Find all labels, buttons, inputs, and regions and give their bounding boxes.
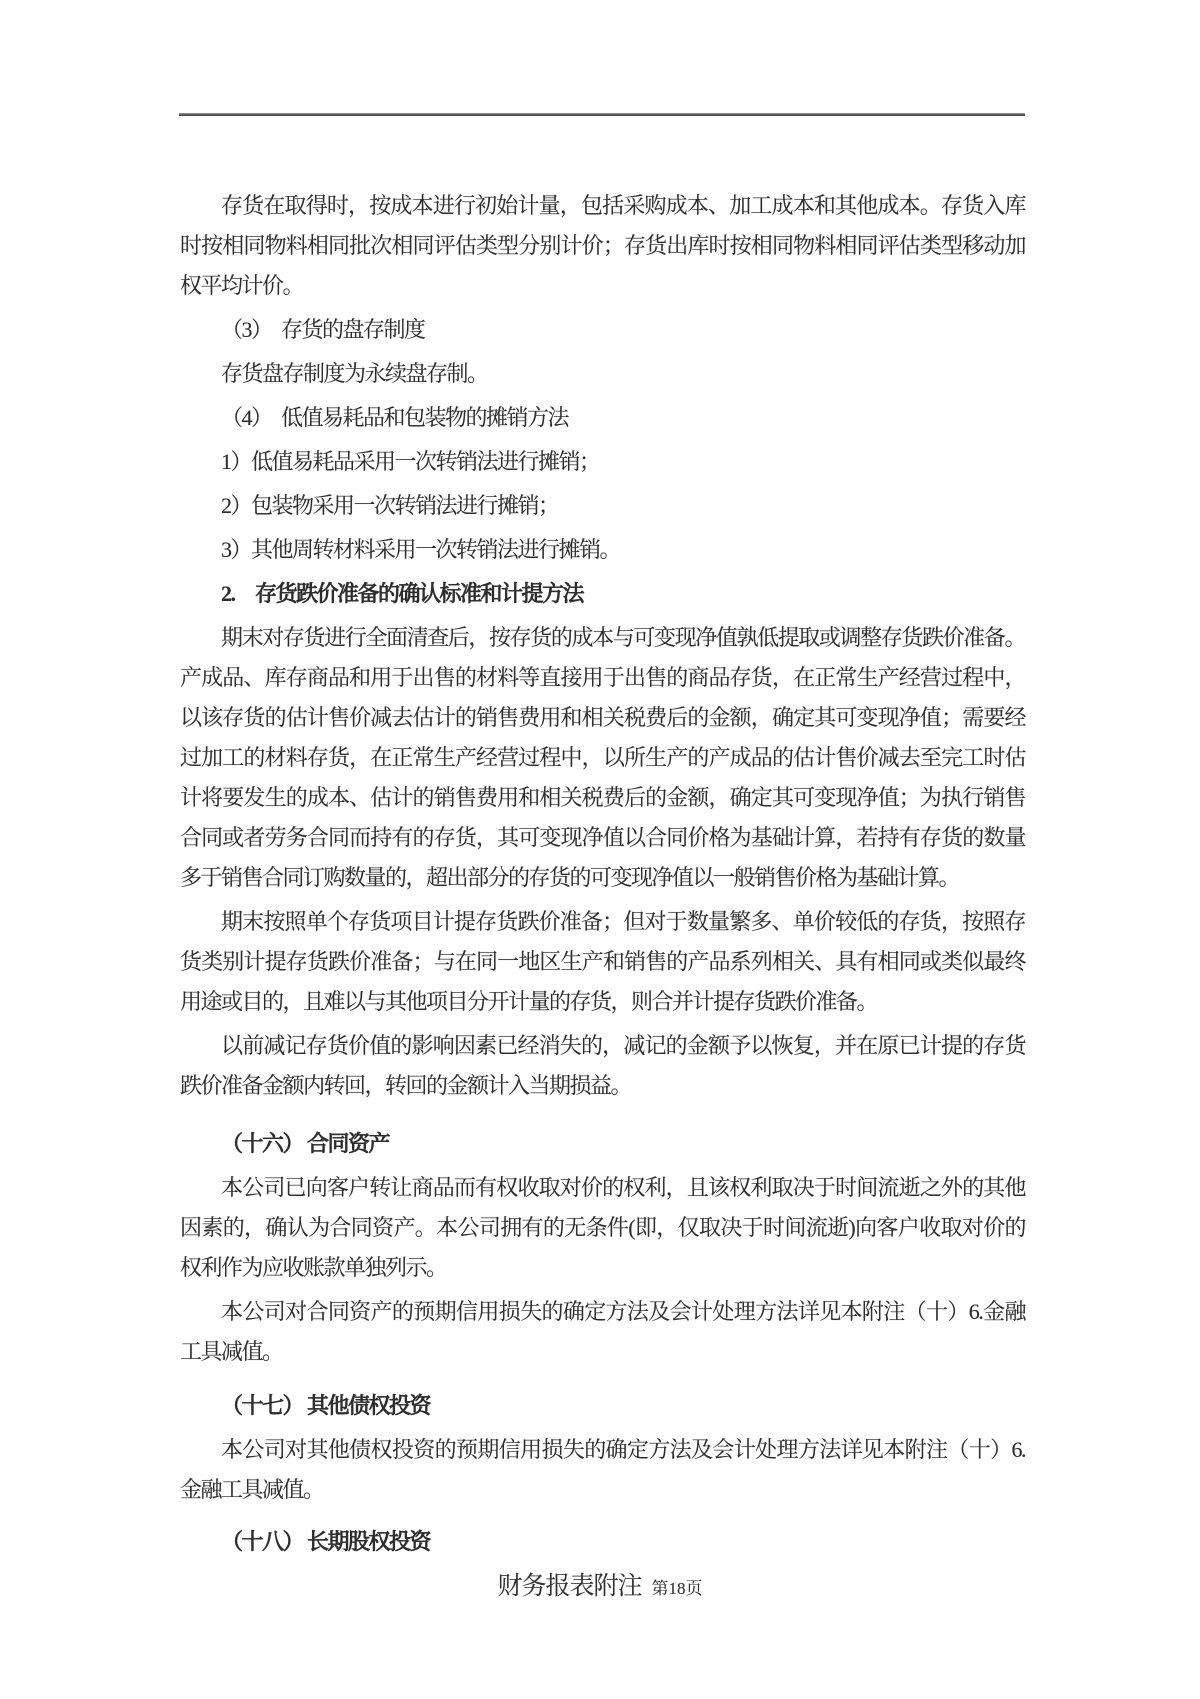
text-line: 货类别计提存货跌价准备；与在同一地区生产和销售的产品系列相关、具有相同或类似最终 — [180, 949, 1025, 974]
paragraph — [180, 186, 1025, 306]
text-line: 时按相同物料相同批次相同评估类型分别计价；存货出库时按相同物料相同评估类型移动加 — [180, 233, 1025, 258]
text-line: 多于销售合同订购数量的，超出部分的存货的可变现净值以一般销售价格为基础计算。 — [180, 865, 960, 890]
text-line: 本公司已向客户转让商品而有权收取对价的权利，且该权利取决于时间流逝之外的其他 — [221, 1175, 1025, 1200]
text-line: 工具减值。 — [180, 1339, 283, 1364]
text-line: 权平均计价。 — [180, 273, 304, 298]
subheading-inventory-system: （3） 存货的盘存制度 — [221, 317, 425, 342]
text-line: 期末按照单个存货项目计提存货跌价准备；但对于数量繁多、单价较低的存货，按照存 — [221, 909, 1025, 934]
text-line: 期末对存货进行全面清查后，按存货的成本与可变现净值孰低提取或调整存货跌价准备。 — [221, 625, 1025, 650]
paragraph — [180, 1026, 1025, 1106]
text-line: 权利作为应收账款单独列示。 — [180, 1255, 447, 1280]
text-line: 金融工具减值。 — [180, 1477, 324, 1502]
text-line: 本公司对其他债权投资的预期信用损失的确定方法及会计处理方法详见本附注（十）6. — [221, 1437, 1025, 1462]
paragraph — [180, 902, 1025, 1022]
header-rule — [179, 113, 1025, 116]
section-heading-16-contract-assets: （十六） 合同资产 — [221, 1131, 390, 1156]
list-item: 1）低值易耗品采用一次转销法进行摊销； — [221, 449, 600, 474]
section-heading-18-long-term-equity-investments: （十八） 长期股权投资 — [221, 1529, 431, 1554]
text-line: 计将要发生的成本、估计的销售费用和相关税费后的金额，确定其可变现净值；为执行销售 — [180, 785, 1025, 810]
text-line: 跌价准备金额内转回，转回的金额计入当期损益。 — [180, 1073, 632, 1098]
text-line: 合同或者劳务合同而持有的存货，其可变现净值以合同价格为基础计算，若持有存货的数量 — [180, 825, 1025, 850]
text-line: 用途或目的，且难以与其他项目分开计量的存货，则合并计提存货跌价准备。 — [180, 989, 878, 1014]
paragraph — [180, 1168, 1025, 1288]
list-item: 3）其他周转材料采用一次转销法进行摊销。 — [221, 537, 621, 562]
text-line: 存货盘存制度为永续盘存制。 — [221, 361, 488, 386]
section-heading-17-other-debt-investments: （十七） 其他债权投资 — [221, 1393, 431, 1418]
paragraph — [180, 354, 1025, 394]
paragraph — [180, 618, 1025, 898]
heading-inventory-write-down: 2. 存货跌价准备的确认标准和计提方法 — [221, 581, 584, 606]
text-line: 过加工的材料存货，在正常生产经营过程中，以所生产的产成品的估计售价减去至完工时估 — [180, 745, 1025, 770]
page-footer — [0, 1566, 1200, 1602]
footer-title: 财务报表附注 — [497, 1573, 642, 1600]
paragraph — [180, 1292, 1025, 1372]
text-line: 以前减记存货价值的影响因素已经消失的，减记的金额予以恢复，并在原已计提的存货 — [221, 1033, 1025, 1058]
list-item: 2）包装物采用一次转销法进行摊销； — [221, 493, 559, 518]
text-line: 存货在取得时，按成本进行初始计量，包括采购成本、加工成本和其他成本。存货入库 — [221, 193, 1025, 218]
document-body — [180, 186, 1025, 1562]
footer-page-number: 第18页 — [651, 1579, 703, 1598]
subheading-amortization-method: （4） 低值易耗品和包装物的摊销方法 — [221, 405, 569, 430]
text-line: 因素的，确认为合同资产。本公司拥有的无条件(即，仅取决于时间流逝)向客户收取对价的 — [180, 1215, 1025, 1240]
text-line: 产成品、库存商品和用于出售的材料等直接用于出售的商品存货，在正常生产经营过程中， — [180, 665, 1025, 690]
text-line: 以该存货的估计售价减去估计的销售费用和相关税费后的金额，确定其可变现净值；需要经 — [180, 705, 1025, 730]
text-line: 本公司对合同资产的预期信用损失的确定方法及会计处理方法详见本附注（十）6.金融 — [221, 1299, 1025, 1324]
paragraph — [180, 1430, 1025, 1510]
